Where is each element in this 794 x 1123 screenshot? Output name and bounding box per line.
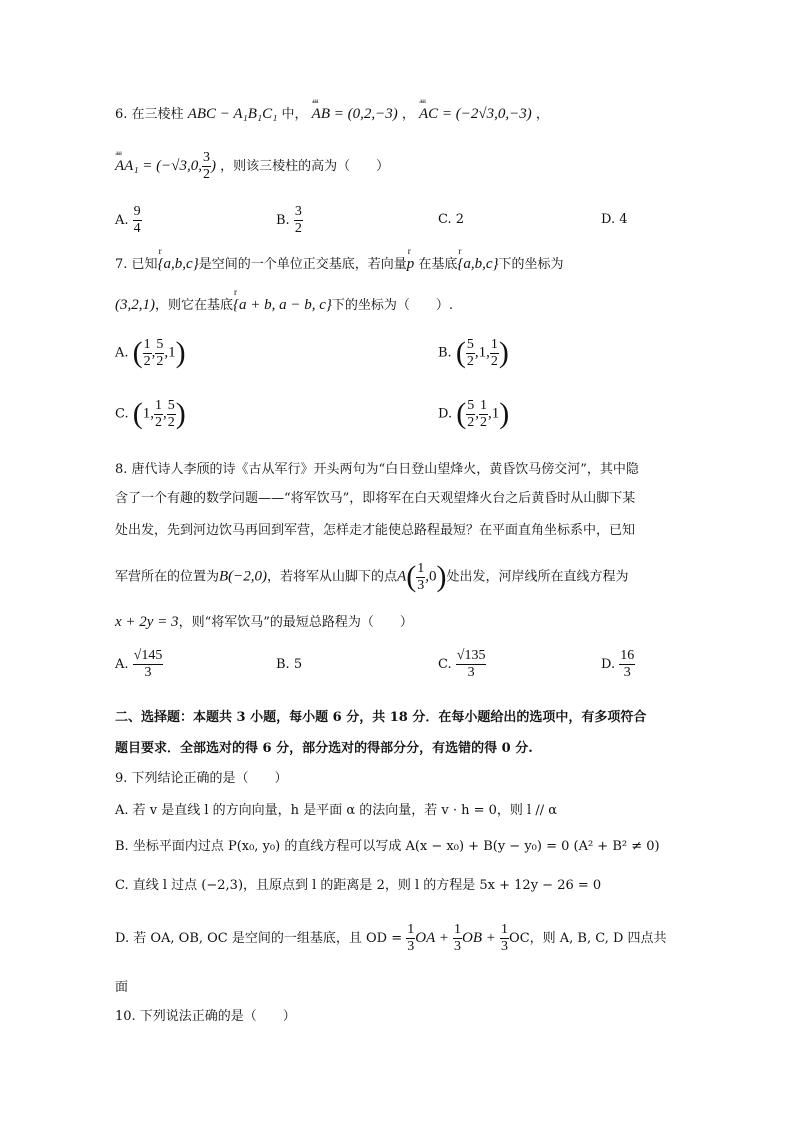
q8-line3: 处出发，先到河边饮马再回到军营，怎样走才能使总路程最短？在平面直角坐标系中，已知 [115,523,636,538]
q7-vector-p: r p [407,256,415,273]
q8-line4: 军营所在的位置为B(−2,0)，若将军从山脚下的点A( $\frac{1}{3}$ ,0)处出发，河岸线所在直线方程为 [115,560,629,593]
q9-option-a: A. 若 v 是直线 l 的方向向量，h 是平面 α 的法向量，若 v · h = 0，则 l // α [115,803,558,818]
q7-option-b: B. ( $\frac{5}{2}$ ,1, $\frac{1}{2}$ ) [438,336,509,369]
q6-prism: ABC − A₁B₁C₁ [187,106,278,122]
q8-line2: 含了一个有趣的数学问题——“将军饮马”，即将军在白天观望烽火台之后黄昏时从山脚下某 [115,491,636,506]
q6-line1: 6. 在三棱柱 ABC − A₁B₁C₁ 中， ⅎⅎⅎ AB = (0,2,−3) ， ⅎⅎⅎ AC = (−2√3,0,−3) ， [115,103,549,123]
q6-option-a: A. $\frac{9}{4}$ [115,204,141,236]
q9-option-d-cont: 面 [115,980,129,995]
q7-basis: r {a,b,c} [158,256,199,273]
q8-option-a: A. $\frac{√145}{3}$ [115,648,163,680]
q6-vector-ac: ⅎⅎⅎ AC = (−2√3,0,−3) [419,106,532,123]
q7-option-c: C. (1, $\frac{1}{2}$ , $\frac{5}{2}$ ) [115,397,186,430]
q7-option-a: A. ( $\frac{1}{2}$ , $\frac{5}{2}$ ,1) [115,336,186,369]
q6-text: 在三棱柱 [131,107,184,122]
section2-heading-line1: 二、选择题：本题共 3 小题，每小题 6 分，共 18 分．在每小题给出的选项中，有多项符合 [115,710,647,725]
q6-option-d: D. 4 [601,212,628,227]
q6-question: ，则该三棱柱的高为（ ） [220,159,390,174]
q7-basis-new: r {a + b, a − b, c} [233,297,332,314]
q8-option-b: B. 5 [276,657,303,672]
q7-line1: 7. 已知r {a,b,c}是空间的一个单位正交基底，若向量r p 在基底r {a,b,c}下的坐标为 [115,253,564,273]
q7-line2: (3,2,1)，则它在基底r {a + b, a − b, c}下的坐标为（ ）. [115,294,453,314]
q6-fraction: $\frac{3}{2}$ [203,150,211,182]
q6-vector-aa1: ⅎⅎⅎ AA₁ = (−√3,0, [115,158,202,175]
q6-vector-ab: ⅎⅎⅎ AB = (0,2,−3) [312,106,398,123]
q8-line5: x + 2y = 3，则“将军饮马”的最短总路程为（ ） [115,614,413,630]
q9-option-d: D. 若 OA, OB, OC 是空间的一组基底，且 OD = $\frac{1}{3}$ OA + $\frac{1}{3}$ OB + $\frac{1}{3}$ OC，则 A, B, C, D 四点共 [115,922,667,954]
q9-stem: 9. 下列结论正确的是（ ） [115,771,288,786]
q8-option-d: D. $\frac{16}{3}$ [601,648,635,680]
q6-line2: ⅎⅎⅎ AA₁ = (−√3,0, $\frac{3}{2}$ ) ，则该三棱柱的高为（ ） [115,150,389,183]
q7-option-d: D. ( $\frac{5}{2}$ , $\frac{1}{2}$ ,1) [438,397,510,430]
q8-line1: 8. 唐代诗人李颀的诗《古从军行》开头两句为“白日登山望烽火，黄昏饮马傍交河”，其中隐 [115,462,639,477]
q6-text: 中， [281,107,308,122]
q6-option-b: B. $\frac{3}{2}$ [276,204,302,236]
q6-option-c: C. 2 [438,212,465,227]
q8-option-c: C. $\frac{√135}{3}$ [438,648,486,680]
q9-option-b: B. 坐标平面内过点 P(x₀, y₀) 的直线方程可以写成 A(x − x₀) + B(y − y₀) = 0 (A² + B² ≠ 0) [115,839,660,854]
q10-stem: 10. 下列说法正确的是（ ） [115,1009,296,1024]
section2-heading-line2: 题目要求．全部选对的得 6 分，部分选对的得部分分，有选错的得 0 分. [115,741,533,756]
q6-number: 6. [115,107,128,122]
q7-coordinate: (3,2,1) [115,297,155,313]
q9-option-c: C. 直线 l 过点 (−2,3)，且原点到 l 的距离是 2，则 l 的方程是 5x + 12y − 26 = 0 [115,878,602,893]
